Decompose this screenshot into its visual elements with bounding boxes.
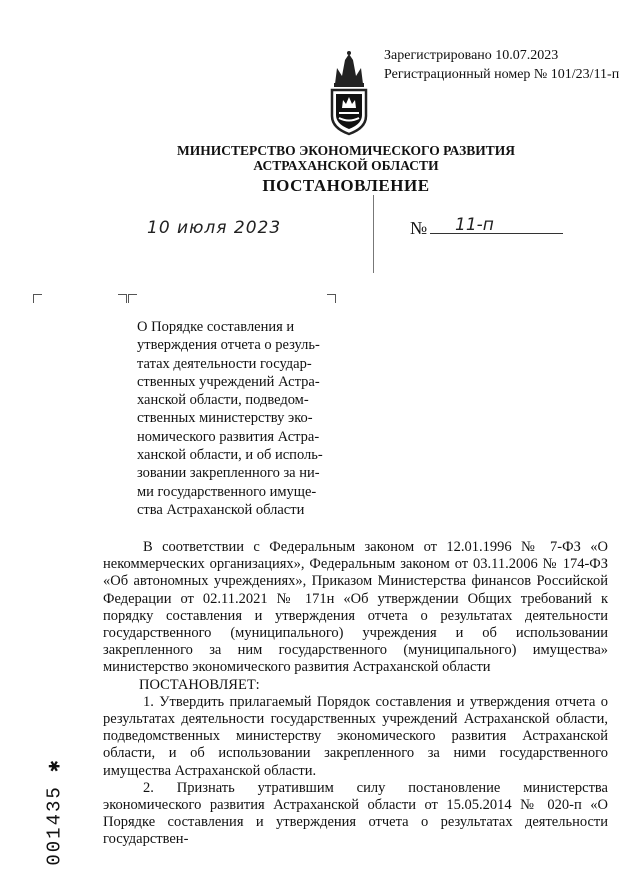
document-date-handwritten: 10 июля 2023 <box>147 218 282 238</box>
subject-line: ханской области, и об исполь- <box>137 447 323 464</box>
corner-mark <box>128 294 137 303</box>
fold-line <box>373 195 374 273</box>
preamble-paragraph: В соответствии с Федеральным законом от 12.01.1996 № 7-ФЗ «О некоммерческих организациях», Федеральным законом от 03.11.2006 № 174-ФЗ «Об автономных учреждениях», Приказом Министерства финансов Российской Федерации от 02.11.2021 № 171н «Об утверждении Общих требований к порядку составления и утверждения отчета о результатах деятельности государственного (муниципального) учреждения и об использовании закрепленного за ним государственного (муниципального) имущества» министерство экономического развития Астраханской области <box>103 539 608 676</box>
subject-line: утверждения отчета о резуль- <box>137 337 320 354</box>
ministry-name-line1: МИНИСТЕРСТВО ЭКОНОМИЧЕСКОГО РАЗВИТИЯ <box>177 143 515 158</box>
serial-number-stamp: 001435 ✱ <box>43 758 66 866</box>
registration-block <box>384 46 619 84</box>
resolves-heading: ПОСТАНОВЛЯЕТ: <box>139 676 260 693</box>
registration-date: Зарегистрировано 10.07.2023 <box>384 48 559 63</box>
document-body <box>103 539 608 849</box>
corner-mark <box>33 294 42 303</box>
subject-line: ства Астраханской области <box>137 501 305 518</box>
subject-line: зовании закрепленного за ни- <box>137 465 320 482</box>
subject-line: ми государственного имуще- <box>137 483 317 500</box>
number-sign: № <box>410 218 428 238</box>
subject-line: О Порядке составления и <box>137 319 295 335</box>
item-2-paragraph: 2. Признать утратившим силу постановление министерства экономического развития Астраханской области от 15.05.2014 № 020-п «О Порядке составления и утверждения отчета о результатах деятельности государствен- <box>103 779 608 848</box>
corner-mark <box>327 294 336 303</box>
ministry-name-line2: АСТРАХАНСКОЙ ОБЛАСТИ <box>253 158 439 173</box>
subject-line: ханской области, подведом- <box>137 392 309 409</box>
subject-line: татах деятельности государ- <box>137 355 312 372</box>
item-1-paragraph: 1. Утвердить прилагаемый Порядок составления и утверждения отчета о результатах деятельности государственных учреждений Астраханской области, подведомственных министерству экономического развития Астраханской области, и об использовании закрепленного за ними государственного имущества Астраханской области. <box>103 693 608 779</box>
number-underline <box>430 233 563 234</box>
registration-number: Регистрационный номер № 101/23/11-п <box>384 67 620 82</box>
ministry-name <box>0 143 640 173</box>
corner-mark <box>118 294 127 303</box>
document-type-title: ПОСТАНОВЛЕНИЕ <box>262 176 430 195</box>
subject-line: номического развития Астра- <box>137 428 320 445</box>
subject-line: ственных учреждений Астра- <box>137 373 320 390</box>
subject-line: ственных министерству эко- <box>137 410 313 427</box>
coat-of-arms-icon <box>327 50 371 136</box>
document-subject <box>137 318 347 519</box>
document-number-handwritten: 11-п <box>455 215 494 235</box>
